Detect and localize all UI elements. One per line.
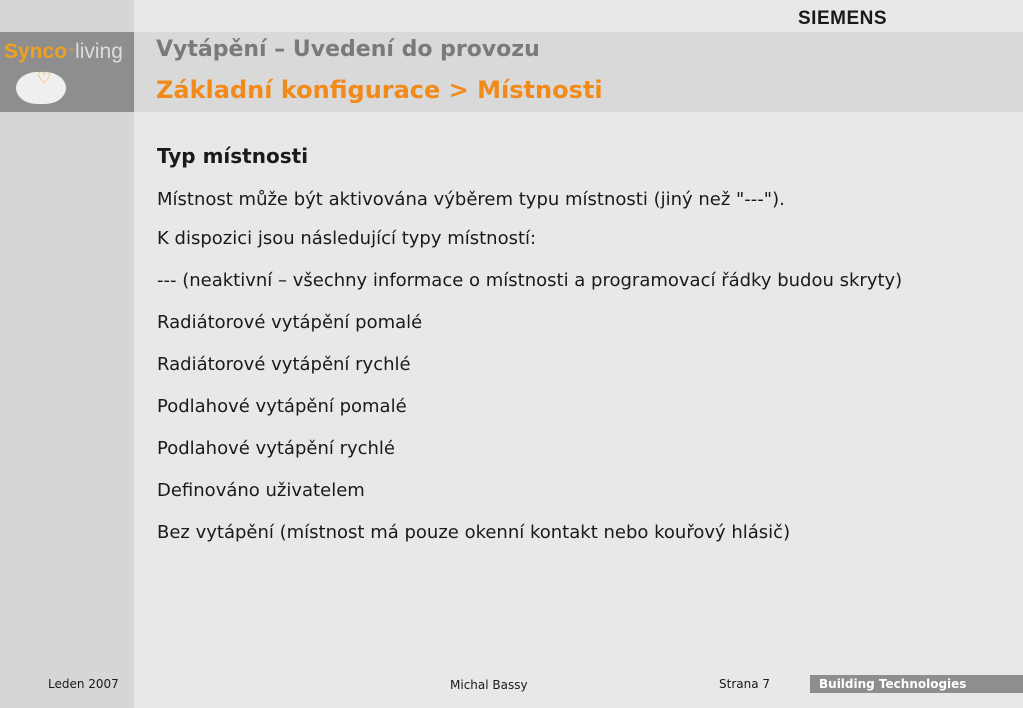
list-item: Radiátorové vytápění rychlé <box>157 354 411 375</box>
slide-content <box>157 142 1017 547</box>
logo-living: living <box>75 40 123 63</box>
footer-division: Building Technologies <box>810 675 1023 693</box>
logo-text <box>4 40 123 64</box>
text-line: K dispozici jsou následující typy místností: <box>157 228 537 249</box>
list-item: Radiátorové vytápění pomalé <box>157 312 423 333</box>
synco-living-logo <box>0 32 134 112</box>
list-item: Podlahové vytápění rychlé <box>157 438 396 459</box>
siemens-logo: SIEMENS <box>798 8 888 29</box>
list-item: Bez vytápění (místnost má pouze okenní kontakt nebo kouřový hlásič) <box>157 522 791 543</box>
page-title: Vytápění – Uvedení do provozu <box>156 37 540 62</box>
section-heading: Typ místnosti <box>157 144 309 168</box>
footer-date: Leden 2007 <box>48 677 119 691</box>
list-item: Podlahové vytápění pomalé <box>157 396 407 417</box>
text-line: Místnost může být aktivována výběrem typu místnosti (jiný než "---"). <box>157 189 785 210</box>
list-item: Definováno uživatelem <box>157 480 365 501</box>
list-item: --- (neaktivní – všechny informace o místnosti a programovací řádky budou skryty) <box>157 270 903 291</box>
heart-icon: ♡ <box>37 68 52 87</box>
logo-trademark: ™ <box>67 47 76 56</box>
footer-author: Michal Bassy <box>450 678 528 692</box>
logo-synco: Synco <box>4 40 68 63</box>
page-subtitle: Základní konfigurace > Místnosti <box>156 76 603 104</box>
footer-page-number: Strana 7 <box>719 677 771 691</box>
